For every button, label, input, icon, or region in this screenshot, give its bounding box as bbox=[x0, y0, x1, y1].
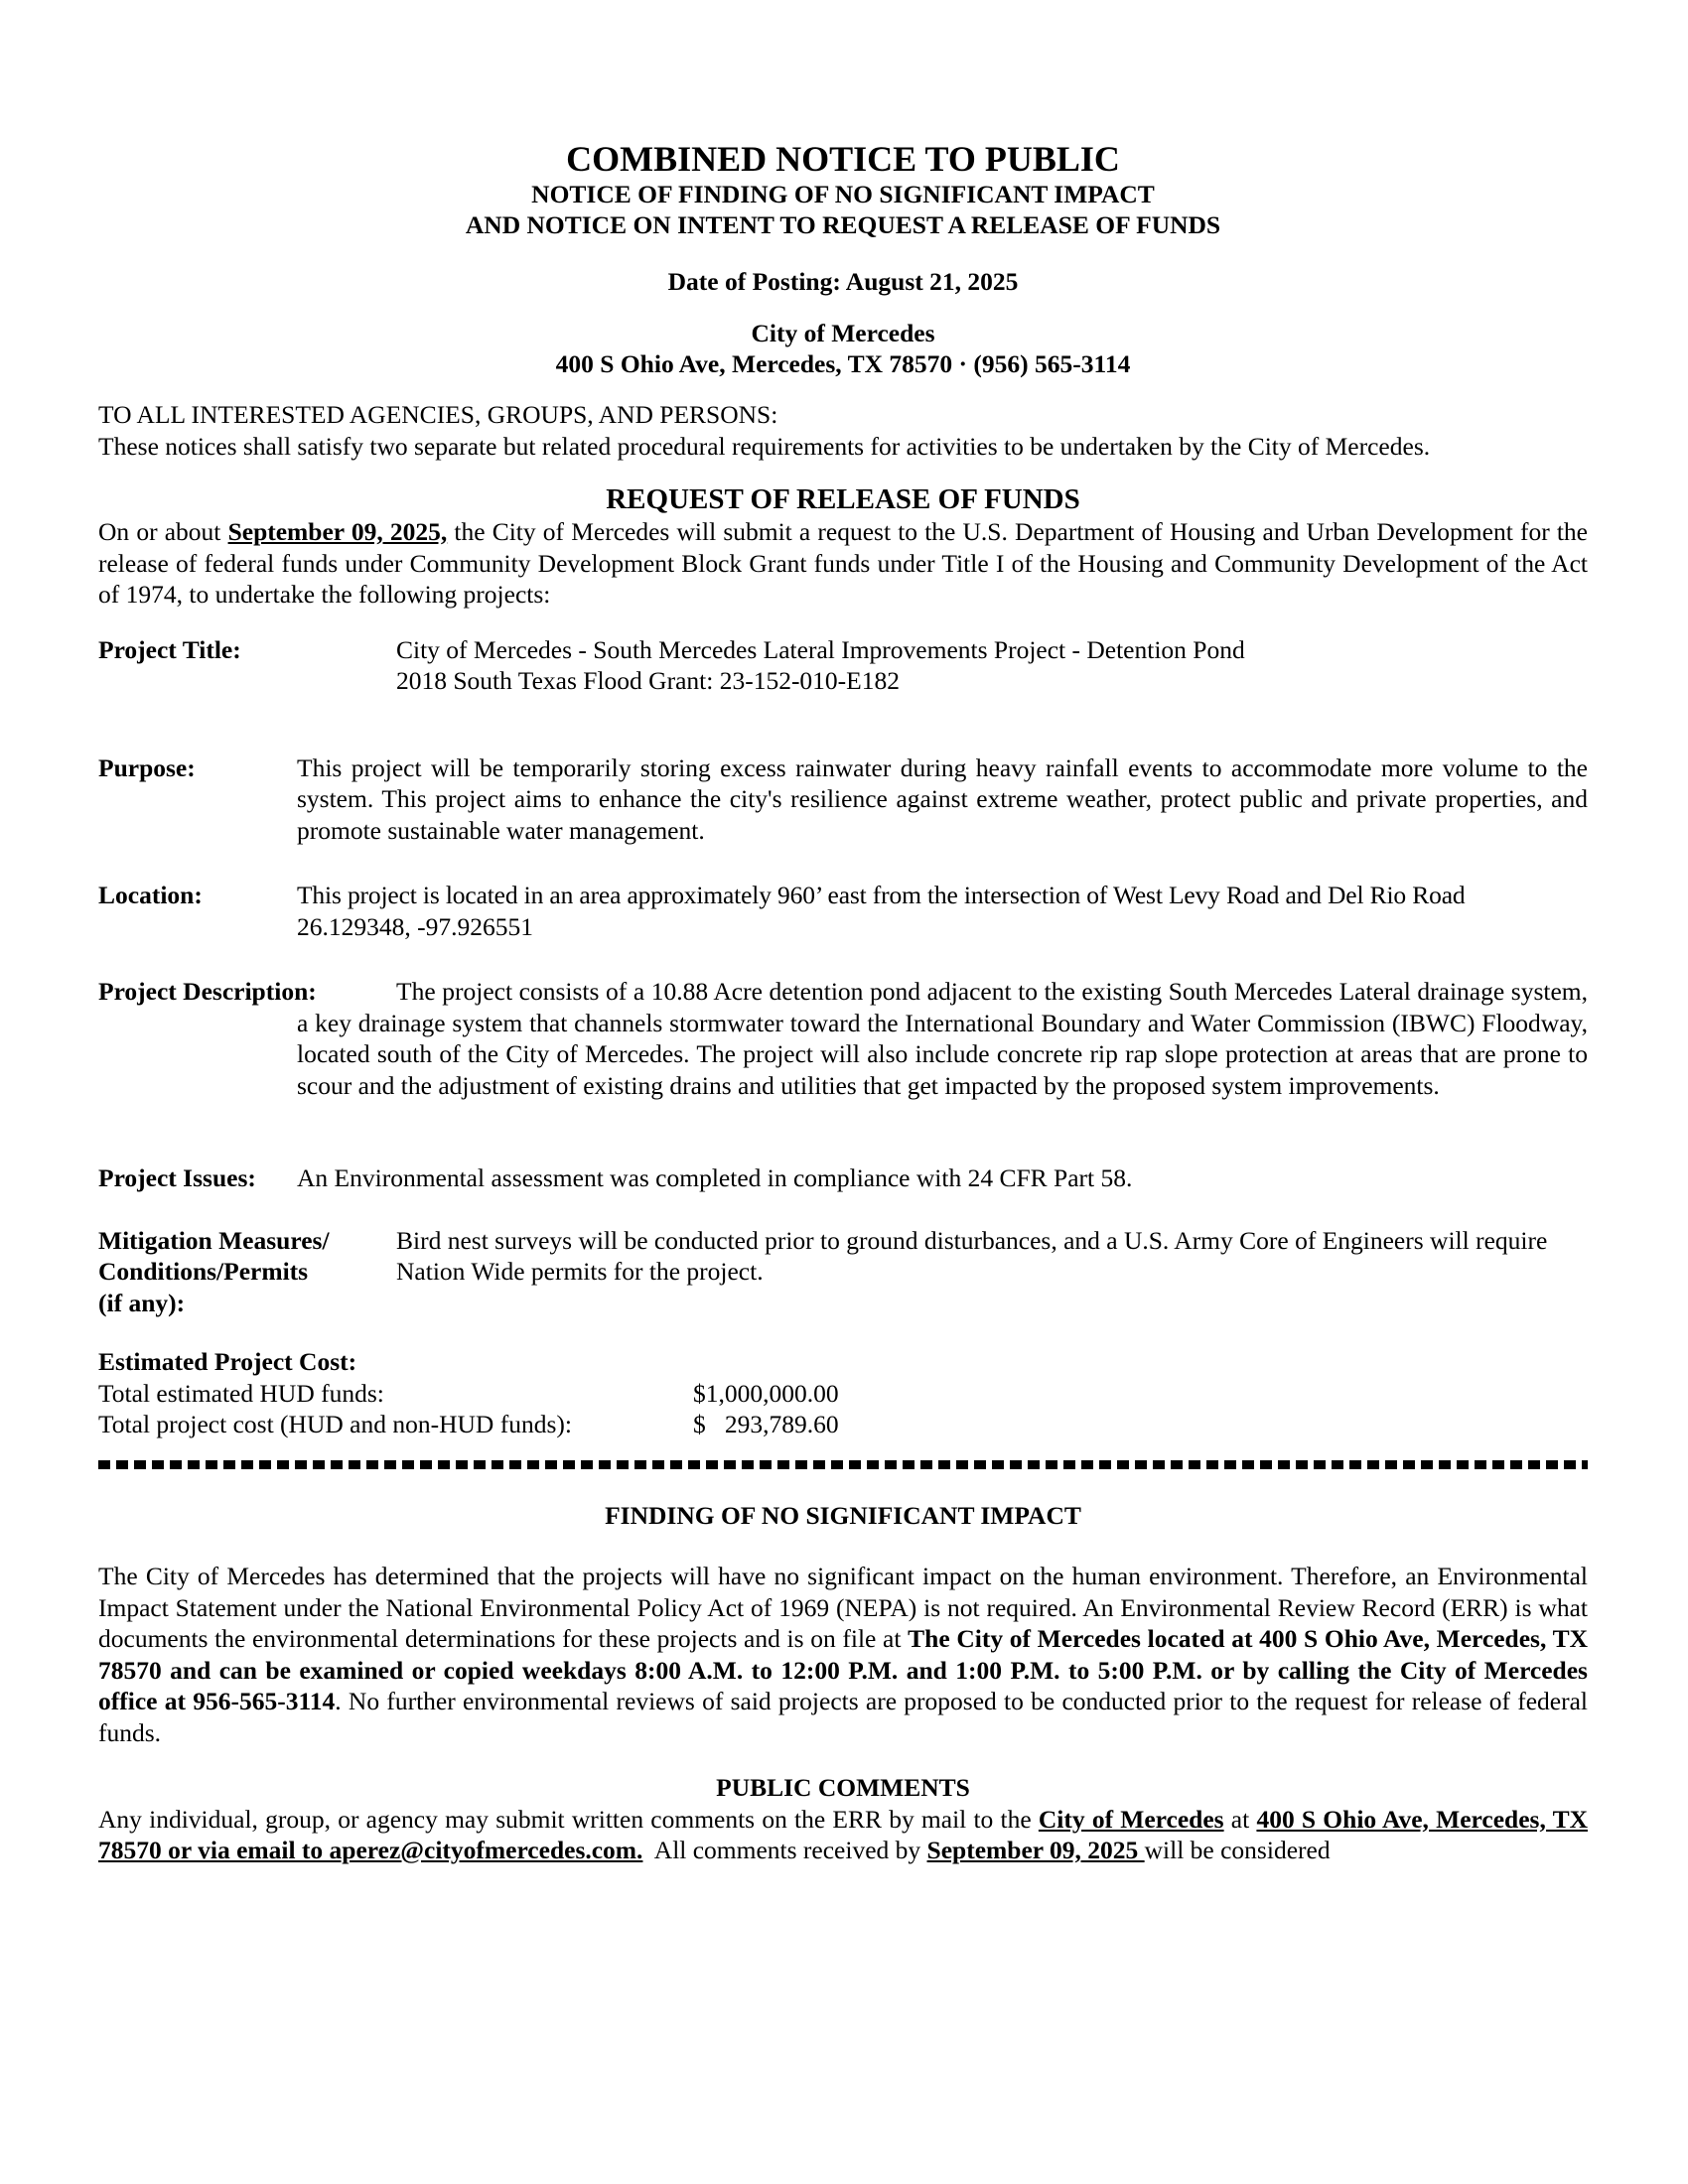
fonsi-text-end: . No further environmental reviews of said projects are proposed to be conducted prior to the request for release of federal funds. bbox=[98, 1687, 1588, 1747]
location-value bbox=[297, 880, 1588, 942]
project-title-value bbox=[396, 634, 1245, 697]
description-label: Project Description: bbox=[98, 977, 317, 1006]
hud-funds-value: $1,000,000.00 bbox=[693, 1378, 839, 1408]
fonsi-text-bold: The City of Mercedes located at 400 S Ohio Ave, Mercedes, TX 78570 and can be examined or copied weekdays 8:00 A.M. to 12:00 P.M. and 1:00 P.M. to 5:00 P.M. or by calling the City of Mercedes office at 956-565-3114 bbox=[98, 1624, 1588, 1715]
notice-subtitle-1: NOTICE OF FINDING OF NO SIGNIFICANT IMPACT bbox=[531, 180, 1155, 208]
comments-date: September 09, 2025 bbox=[926, 1836, 1145, 1864]
fonsi-heading: FINDING OF NO SIGNIFICANT IMPACT bbox=[605, 1500, 1081, 1530]
comments-text-mid: All comments received by bbox=[642, 1836, 927, 1864]
comments-address: 400 S Ohio Ave, Mercedes, TX 78570 or via email to aperez@cityofmercedes.com. bbox=[98, 1804, 1588, 1864]
purpose-row bbox=[98, 752, 1588, 847]
mitigation-row bbox=[98, 1225, 1588, 1319]
notice-title: COMBINED NOTICE TO PUBLIC bbox=[566, 139, 1120, 179]
cost-heading: Estimated Project Cost: bbox=[98, 1347, 357, 1376]
mitigation-label-3: (if any): bbox=[98, 1288, 186, 1317]
intro bbox=[98, 399, 1588, 462]
purpose-text: This project will be temporarily storing excess rainwater during heavy rainfall events to accommodate more volume to the system. This project aims to enhance the city's resilience against extreme weather, protect public and private properties, and promote sustainable water management. bbox=[297, 752, 1588, 845]
rrof-text-start: On or about bbox=[98, 517, 228, 546]
location-line-1: This project is located in an area approximately 960’ east from the intersection of West Levy Road and Del Rio Road bbox=[297, 881, 1466, 909]
location-label: Location: bbox=[98, 881, 203, 909]
cost-table bbox=[98, 1378, 839, 1440]
cost-row-hud bbox=[98, 1378, 839, 1410]
section-divider bbox=[98, 1460, 1588, 1469]
project-title-row bbox=[98, 634, 1588, 697]
hud-funds-label: Total estimated HUD funds: bbox=[98, 1378, 384, 1408]
mitigation-label-2: Conditions/Permits bbox=[98, 1257, 309, 1286]
fonsi-paragraph bbox=[98, 1561, 1588, 1748]
comments-org: City of Mercedes bbox=[1038, 1804, 1224, 1834]
intro-text: These notices shall satisfy two separate but related procedural requirements for activities to be undertaken by the City of Mercedes. bbox=[98, 431, 1431, 461]
comments-heading: PUBLIC COMMENTS bbox=[716, 1773, 970, 1802]
comments-text-end: will be considered bbox=[1144, 1836, 1331, 1864]
rrof-heading: REQUEST OF RELEASE OF FUNDS bbox=[606, 483, 1080, 515]
issues-label: Project Issues: bbox=[98, 1163, 256, 1192]
project-title-label: Project Title: bbox=[98, 634, 241, 664]
issues-text: An Environmental assessment was completed in compliance with 24 CFR Part 58. bbox=[297, 1163, 1133, 1192]
rrof-text-rest: the City of Mercedes will submit a request to the U.S. Department of Housing and Urban Development for the release of federal funds under Community Development Block Grant funds under Title I of the Housing and Community Development of the Act of 1974, to undertake the following projects: bbox=[98, 517, 1589, 609]
notice-page bbox=[98, 139, 1588, 1866]
cost-section bbox=[98, 1346, 1588, 1440]
fonsi-text-start: The City of Mercedes has determined that the projects will have no significant impact on the human environment. Therefore, an Environmental Impact Statement under the National Environmental Policy Act of 1969 (NEPA) is not required. An Environmental Review Record (ERR) is what documents the environmental determinations for these projects and is on file at bbox=[98, 1562, 1588, 1653]
description-block bbox=[98, 976, 1588, 1101]
total-cost-value: $ 293,789.60 bbox=[693, 1410, 839, 1438]
salutation: TO ALL INTERESTED AGENCIES, GROUPS, AND PERSONS: bbox=[98, 400, 778, 429]
location-coordinates: 26.129348, -97.926551 bbox=[297, 911, 533, 941]
rrof-date: September 09, 2025, bbox=[227, 517, 448, 546]
mitigation-label bbox=[98, 1225, 396, 1319]
location-row bbox=[98, 880, 1588, 942]
mitigation-label-1: Mitigation Measures/ bbox=[98, 1225, 330, 1255]
project-title-line-1: City of Mercedes - South Mercedes Lateral Improvements Project - Detention Pond bbox=[396, 634, 1245, 664]
purpose-label: Purpose: bbox=[98, 752, 196, 782]
issues-row bbox=[98, 1162, 1588, 1194]
rrof-paragraph bbox=[98, 516, 1588, 611]
comments-at: at bbox=[1223, 1804, 1257, 1834]
org-address: 400 S Ohio Ave, Mercedes, TX 78570 · (956) 565-3114 bbox=[555, 349, 1131, 378]
org-name: City of Mercedes bbox=[751, 319, 935, 347]
comments-text-start: Any individual, group, or agency may submit written comments on the ERR by mail to the bbox=[98, 1804, 1039, 1834]
notice-subtitle-2: AND NOTICE ON INTENT TO REQUEST A RELEASE OF FUNDS bbox=[465, 210, 1221, 239]
comments-paragraph bbox=[98, 1804, 1588, 1866]
description-text: The project consists of a 10.88 Acre detention pond adjacent to the existing South Mercedes Lateral drainage system, a key drainage system that channels stormwater toward the International Boundary and Water Commission (IBWC) Floodway, located south of the City of Mercedes. The project will also include concrete rip rap slope protection at areas that are prone to scour and the adjustment of existing drains and utilities that get impacted by the proposed system improvements. bbox=[297, 977, 1588, 1100]
mitigation-text: Bird nest surveys will be conducted prior to ground disturbances, and a U.S. Army Core of Engineers will require Nation Wide permits for the project. bbox=[396, 1225, 1548, 1286]
project-title-line-2: 2018 South Texas Flood Grant: 23-152-010-E182 bbox=[396, 666, 900, 695]
notice-header bbox=[98, 139, 1588, 379]
cost-row-total bbox=[98, 1409, 839, 1440]
posting-date: Date of Posting: August 21, 2025 bbox=[667, 267, 1019, 296]
total-cost-label: Total project cost (HUD and non-HUD funds): bbox=[98, 1410, 572, 1438]
